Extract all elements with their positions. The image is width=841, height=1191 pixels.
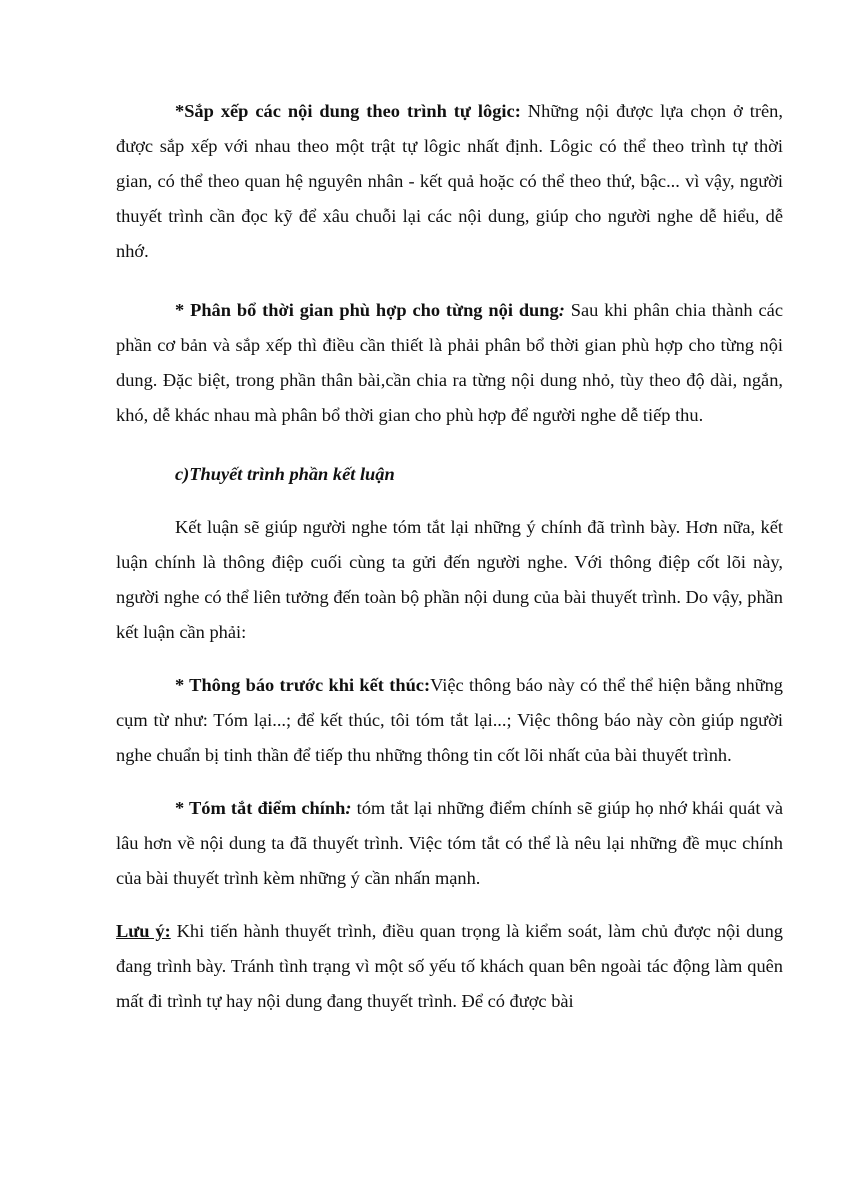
paragraph-note-label: Lưu ý: (116, 921, 171, 941)
paragraph-time-allocation (116, 293, 783, 433)
paragraph-announce-ending-title: * Thông báo trước khi kết thúc: (175, 675, 431, 695)
section-heading-conclusion: c)Thuyết trình phần kết luận (175, 464, 395, 484)
paragraph-time-allocation-text: Sau khi phân chia thành các phần cơ bản và sắp xếp thì điều cần thiết là phải phân bổ thời gian phù hợp cho từng nội dung. Đặc biệt, trong phần thân bài,cần chia ra từng nội dung nhỏ, tùy theo độ dài, ngắn, khó, dễ khác nhau mà phân bổ thời gian cho phù hợp để người nghe dễ tiếp thu. (116, 300, 783, 425)
paragraph-summarize-points-text: tóm tắt lại những điểm chính sẽ giúp họ nhớ khái quát và lâu hơn về nội dung ta đã thuyết trình. Việc tóm tắt có thể là nêu lại những đề mục chính của bài thuyết trình kèm những ý cần nhấn mạnh. (116, 798, 783, 888)
paragraph-summarize-points-title: * Tóm tắt điểm chính (175, 798, 346, 818)
paragraph-summarize-points (116, 791, 783, 896)
paragraph-announce-ending-text: Việc thông báo này có thể thể hiện bằng những cụm từ như: Tóm lại...; để kết thúc, tôi tóm tắt lại...; Việc thông báo này còn giúp người nghe chuẩn bị tinh thần để tiếp thu những thông tin cốt lõi nhất của bài thuyết trình. (116, 675, 783, 765)
paragraph-sequence-logic (116, 94, 783, 269)
paragraph-time-allocation-colon: : (558, 300, 565, 320)
paragraph-summarize-points-colon: : (345, 798, 352, 818)
document-body (116, 94, 783, 1019)
paragraph-sequence-logic-text: Những nội được lựa chọn ở trên, được sắp xếp với nhau theo một trật tự lôgic nhất định. Lôgic có thể theo trình tự thời gian, có thể theo quan hệ nguyên nhân - kết quả hoặc có thể theo thứ, bậc... vì vậy, người thuyết trình cần đọc kỹ để xâu chuỗi lại các nội dung, giúp cho người nghe dễ hiểu, dễ nhớ. (116, 101, 783, 261)
paragraph-note (116, 914, 783, 1019)
paragraph-conclusion-intro: Kết luận sẽ giúp người nghe tóm tắt lại những ý chính đã trình bày. Hơn nữa, kết luận chính là thông điệp cuối cùng ta gửi đến người nghe. Với thông điệp cốt lõi này, người nghe có thể liên tưởng đến toàn bộ phần nội dung của bài thuyết trình. Do vậy, phần kết luận cần phải: (116, 517, 783, 642)
paragraph-time-allocation-title: * Phân bổ thời gian phù hợp cho từng nội dung (175, 300, 559, 320)
paragraph-sequence-logic-title: *Sắp xếp các nội dung theo trình tự lôgic: (175, 101, 521, 121)
paragraph-note-text: Khi tiến hành thuyết trình, điều quan trọng là kiểm soát, làm chủ được nội dung đang trình bày. Tránh tình trạng vì một số yếu tố khách quan bên ngoài tác động làm quên mất đi trình tự hay nội dung đang thuyết trình. Để có được bài (116, 921, 783, 1011)
paragraph-announce-ending (116, 668, 783, 773)
